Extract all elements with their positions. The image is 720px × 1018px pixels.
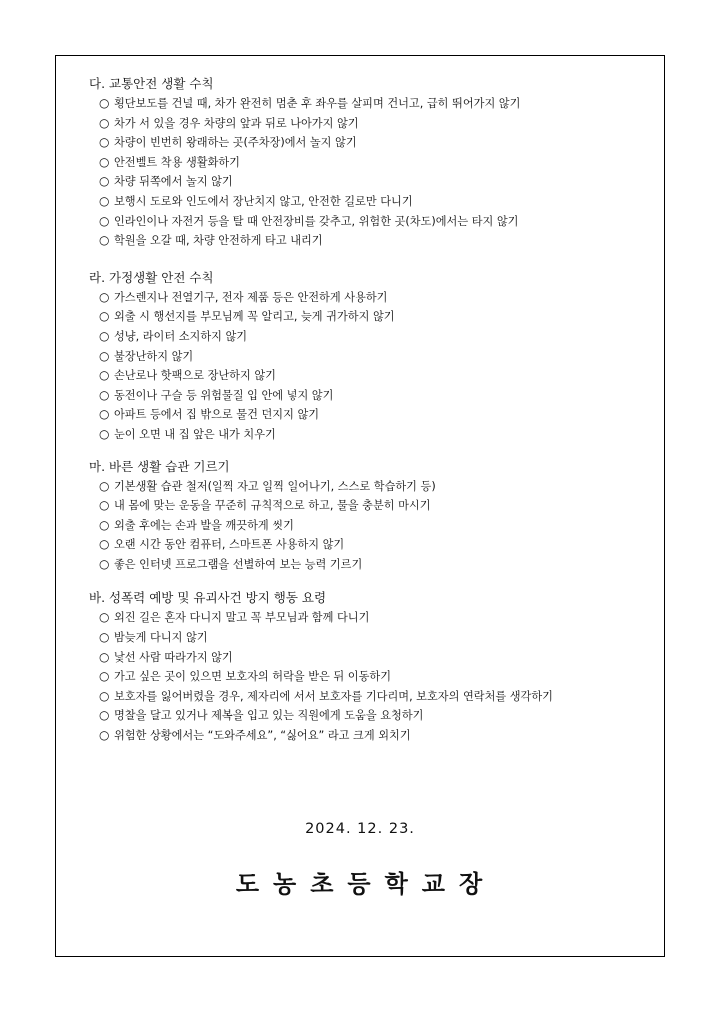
circle-bullet-icon: ○ bbox=[99, 193, 110, 208]
circle-bullet-icon: ○ bbox=[99, 556, 110, 571]
section-violence-prevention bbox=[89, 587, 664, 745]
section-title: 바. 성폭력 예방 및 유괴사건 방지 행동 요령 bbox=[89, 590, 327, 606]
list-item: ○ 성냥, 라이터 소지하지 않기 bbox=[89, 327, 664, 347]
list-item: ○ 좋은 인터넷 프로그램을 선별하여 보는 능력 기르기 bbox=[89, 555, 664, 575]
list-item: ○ 횡단보도를 건널 때, 차가 완전히 멈춘 후 좌우를 살피며 건너고, 급히 뛰어가지 않기 bbox=[89, 94, 664, 114]
circle-bullet-icon: ○ bbox=[99, 135, 110, 150]
list-item: ○ 위험한 상황에서는 “도와주세요”, “싫어요” 라고 크게 외치기 bbox=[89, 726, 664, 746]
circle-bullet-icon: ○ bbox=[99, 387, 110, 402]
circle-bullet-icon: ○ bbox=[99, 328, 110, 343]
circle-bullet-icon: ○ bbox=[99, 688, 110, 703]
list-item: ○ 불장난하지 않기 bbox=[89, 347, 664, 367]
circle-bullet-icon: ○ bbox=[99, 154, 110, 169]
circle-bullet-icon: ○ bbox=[99, 728, 110, 743]
circle-bullet-icon: ○ bbox=[99, 669, 110, 684]
list-item: ○ 차가 서 있을 경우 차량의 앞과 뒤로 나아가지 않기 bbox=[89, 114, 664, 134]
circle-bullet-icon: ○ bbox=[99, 233, 110, 248]
list-item: ○ 차량 뒤쪽에서 놀지 않기 bbox=[89, 172, 664, 192]
list-item: ○ 기본생활 습관 철저(일찍 자고 일찍 일어나기, 스스로 학습하기 등) bbox=[89, 477, 664, 497]
circle-bullet-icon: ○ bbox=[99, 115, 110, 130]
document-date: 2024. 12. 23. bbox=[305, 821, 415, 837]
circle-bullet-icon: ○ bbox=[99, 289, 110, 304]
list-item: ○ 눈이 오면 내 집 앞은 내가 치우기 bbox=[89, 425, 664, 445]
circle-bullet-icon: ○ bbox=[99, 96, 110, 110]
document-frame bbox=[55, 55, 665, 957]
circle-bullet-icon: ○ bbox=[99, 213, 110, 228]
circle-bullet-icon: ○ bbox=[99, 407, 110, 422]
list-item: ○ 외출 시 행선지를 부모님께 꼭 알리고, 늦게 귀가하지 않기 bbox=[89, 307, 664, 327]
section-good-habits bbox=[89, 456, 664, 575]
circle-bullet-icon: ○ bbox=[99, 174, 110, 189]
list-item: ○ 가고 싶은 곳이 있으면 보호자의 허락을 받은 뒤 이동하기 bbox=[89, 667, 664, 687]
circle-bullet-icon: ○ bbox=[99, 368, 110, 383]
list-item: ○ 학원을 오갈 때, 차량 안전하게 타고 내리기 bbox=[89, 231, 664, 251]
list-item: ○ 외진 길은 혼자 다니지 말고 꼭 부모님과 함께 다니기 bbox=[89, 608, 664, 628]
section-title: 라. 가정생활 안전 수칙 bbox=[89, 269, 214, 285]
list-item: ○ 내 몸에 맞는 운동을 꾸준히 규칙적으로 하고, 물을 충분히 마시기 bbox=[89, 496, 664, 516]
list-item: ○ 오랜 시간 동안 컴퓨터, 스마트폰 사용하지 않기 bbox=[89, 535, 664, 555]
list-item: ○ 보행시 도로와 인도에서 장난치지 않고, 안전한 길로만 다니기 bbox=[89, 192, 664, 212]
list-item: ○ 명찰을 달고 있거나 제복을 입고 있는 직원에게 도움을 요청하기 bbox=[89, 706, 664, 726]
list-item: ○ 안전벨트 착용 생활화하기 bbox=[89, 153, 664, 173]
circle-bullet-icon: ○ bbox=[99, 610, 110, 625]
section-title: 다. 교통안전 생활 수칙 bbox=[89, 76, 214, 91]
circle-bullet-icon: ○ bbox=[99, 649, 110, 664]
list-item: ○ 낯선 사람 따라가지 않기 bbox=[89, 648, 664, 668]
circle-bullet-icon: ○ bbox=[99, 517, 110, 532]
circle-bullet-icon: ○ bbox=[99, 309, 110, 324]
circle-bullet-icon: ○ bbox=[99, 348, 110, 363]
circle-bullet-icon: ○ bbox=[99, 537, 110, 552]
list-item: ○ 차량이 빈번히 왕래하는 곳(주차장)에서 놀지 않기 bbox=[89, 133, 664, 153]
list-item: ○ 동전이나 구슬 등 위험물질 입 안에 넣지 않기 bbox=[89, 386, 664, 406]
circle-bullet-icon: ○ bbox=[99, 498, 110, 513]
circle-bullet-icon: ○ bbox=[99, 478, 110, 493]
circle-bullet-icon: ○ bbox=[99, 708, 110, 723]
list-item: ○ 가스렌지나 전열기구, 전자 제품 등은 안전하게 사용하기 bbox=[89, 288, 664, 308]
rules-content bbox=[89, 73, 664, 746]
circle-bullet-icon: ○ bbox=[99, 426, 110, 441]
list-item: ○ 외출 후에는 손과 발을 깨끗하게 씻기 bbox=[89, 516, 664, 536]
section-traffic-safety bbox=[89, 73, 664, 251]
list-item: ○ 밤늦게 다니지 않기 bbox=[89, 628, 664, 648]
list-item: ○ 인라인이나 자전거 등을 탈 때 안전장비를 갖추고, 위험한 곳(차도)에서는 타지 않기 bbox=[89, 212, 664, 232]
section-home-safety bbox=[89, 267, 664, 445]
circle-bullet-icon: ○ bbox=[99, 630, 110, 645]
principal-signature: 도농초등학교장 bbox=[235, 870, 497, 898]
list-item: ○ 아파트 등에서 집 밖으로 물건 던지지 않기 bbox=[89, 405, 664, 425]
list-item: ○ 손난로나 핫팩으로 장난하지 않기 bbox=[89, 366, 664, 386]
list-item: ○ 보호자를 잃어버렸을 경우, 제자리에 서서 보호자를 기다리며, 보호자의 연락처를 생각하기 bbox=[89, 687, 664, 707]
section-title: 마. 바른 생활 습관 기르기 bbox=[89, 458, 230, 474]
